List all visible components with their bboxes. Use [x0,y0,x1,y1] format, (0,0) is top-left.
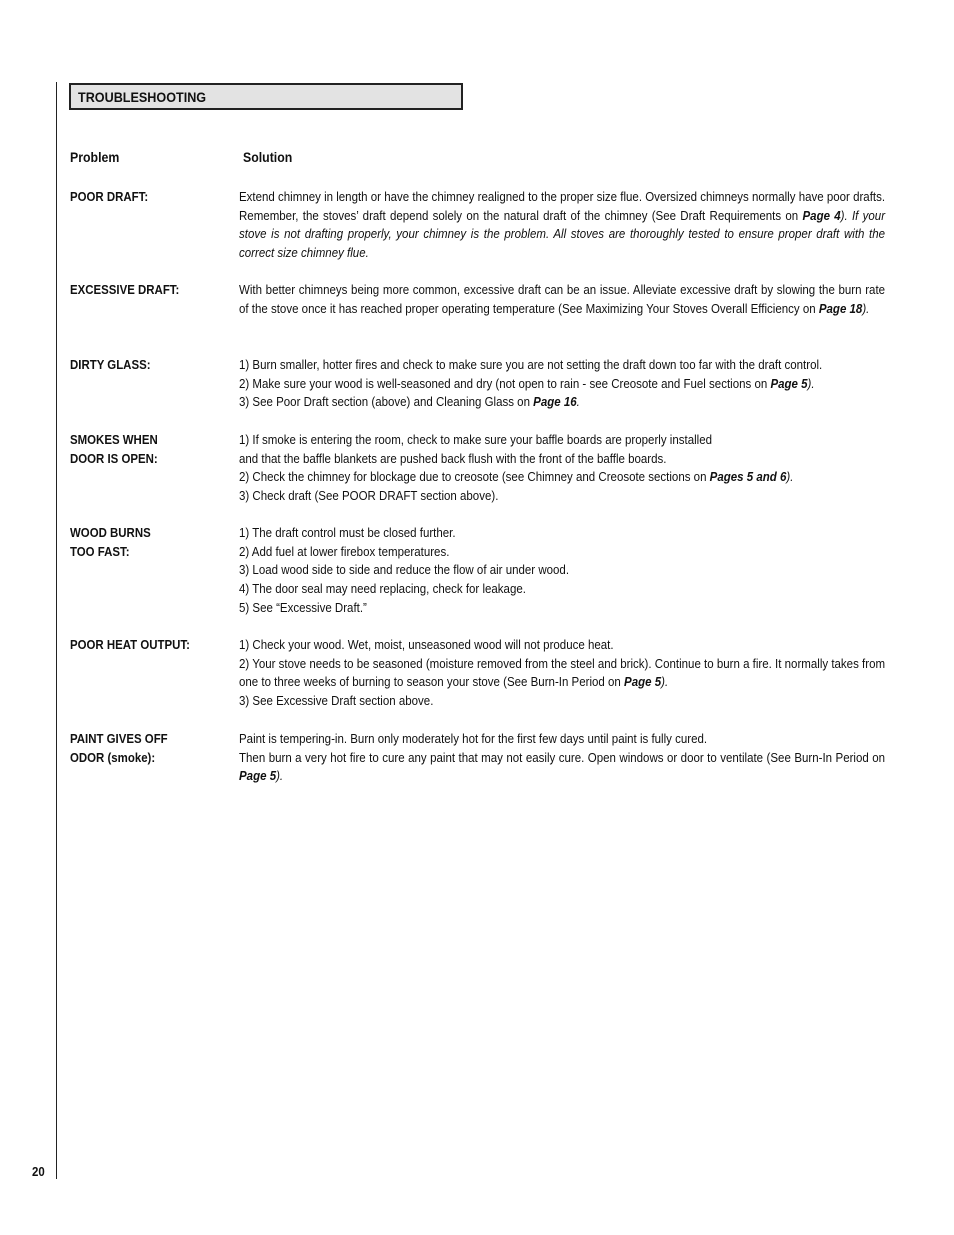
solution-text-run: 4) The door seal may need replacing, check for leakage. [239,581,526,597]
solution-text-run: Then burn a very hot fire to cure any paint that may not easily cure. Open windows or door to ventilate (See Burn-In Period on [239,749,886,765]
solution-paragraph [239,580,885,599]
solution-text-run: 2) Your stove needs to be seasoned (moisture removed from the steel and brick). Continue to burn a fire. It normally takes from one to three weeks of burning to season your stove (See Burn-In Period on [239,655,886,690]
problem-label-line: POOR DRAFT: [70,189,149,204]
solution-text-run: ). [661,674,669,690]
solution-paragraph [239,487,885,506]
solution-paragraph [239,431,885,450]
solution-text-run: 2) Check the chimney for blockage due to creosote (see Chimney and Creosote sections on [239,469,710,485]
page-reference: Pages 5 and 6 [709,469,787,485]
solution-paragraph [239,450,885,469]
problem-label-line: POOR HEAT OUTPUT: [70,637,190,652]
solution-paragraph [239,561,885,580]
solution-text-run: 2) Add fuel at lower firebox temperatures. [239,543,450,559]
solution-text [239,524,885,618]
problem-label-line: SMOKES WHEN [70,432,158,447]
page-number: 20 [32,1164,45,1179]
solution-paragraph [239,636,885,655]
solution-text [239,636,885,711]
column-header-solution: Solution [243,149,293,165]
left-margin-rule [56,82,57,1179]
solution-paragraph [239,356,885,375]
solution-text-run: 1) Burn smaller, hotter fires and check to make sure you are not setting the draft down too far with the draft control. [239,357,823,372]
solution-text-run: With better chimneys being more common, excessive draft can be an issue. Alleviate excessive draft by slowing the burn rate of the stove once it has reached proper operating temperature (See Maximizing Your Stoves Overall Efficiency on [239,282,886,316]
solution-text [239,730,885,786]
problem-label [70,356,211,375]
solution-paragraph [239,599,885,618]
solution-text-run: 2) Make sure your wood is well-seasoned and dry (not open to rain - see Creosote and Fuel sections on [239,375,771,391]
solution-text-run: 5) See “Excessive Draft.” [239,599,367,615]
solution-paragraph [239,692,885,711]
problem-label-line: DIRTY GLASS: [70,357,151,372]
problem-label [70,730,211,767]
solution-paragraph [239,749,885,786]
solution-text-run: ). [786,469,794,485]
solution-text-run: . [576,394,580,410]
solution-paragraph [239,730,885,749]
problem-label [70,281,211,300]
solution-text-run: Extend chimney in length or have the chimney realigned to the proper size flue. Oversized chimneys normally have poor drafts. Remember, the stoves’ draft depend solely on the natural draft of the chimney (See Draft Requirements on [239,189,886,223]
problem-label-line: PAINT GIVES OFF [70,731,168,746]
solution-text-run: Paint is tempering-in. Burn only moderately hot for the first few days until paint is fully cured. [239,731,708,746]
solution-paragraph [239,188,885,263]
solution-text [239,356,885,412]
solution-text-run: 1) Check your wood. Wet, moist, unseasoned wood will not produce heat. [239,637,614,652]
problem-label-line: EXCESSIVE DRAFT: [70,282,180,297]
solution-text-run: 3) Check draft (See POOR DRAFT section above). [239,488,499,504]
solution-paragraph [239,393,885,412]
solution-paragraph [239,524,885,543]
solution-paragraph [239,468,885,487]
page-reference: Page 16 [533,394,577,410]
solution-text-run: 3) Load wood side to side and reduce the flow of air under wood. [239,562,570,578]
solution-text-run: and that the baffle blankets are pushed back flush with the front of the baffle boards. [239,450,667,466]
problem-label [70,188,211,207]
problem-label-line: TOO FAST: [70,543,130,559]
problem-label-line: WOOD BURNS [70,525,151,540]
solution-text-run: 3) See Poor Draft section (above) and Cleaning Glass on [239,394,534,410]
solution-text-run: 3) See Excessive Draft section above. [239,693,434,709]
page-reference: Page 5 [239,768,277,784]
problem-label [70,524,211,561]
solution-text-run: ). [862,300,870,316]
solution-text-run: ). [807,375,815,391]
solution-text-run: 1) The draft control must be closed further. [239,525,456,540]
solution-paragraph [239,281,885,318]
page-reference: Page 18 [818,300,863,316]
solution-paragraph [239,543,885,562]
column-header-problem: Problem [70,149,120,165]
section-title: TROUBLESHOOTING [78,89,207,105]
solution-text-run: ). If your stove is not drafting properly, your chimney is the problem. All stoves are thoroughly tested to ensure proper draft with the correct size chimney flue. [239,207,886,261]
problem-label-line: ODOR (smoke): [70,749,156,765]
solution-paragraph [239,655,885,692]
problem-label-line: DOOR IS OPEN: [70,450,158,466]
page-reference: Page 4 [802,207,841,223]
solution-text-run: ). [276,768,284,784]
page-reference: Page 5 [624,674,662,690]
solution-text-run: 1) If smoke is entering the room, check to make sure your baffle boards are properly installed [239,432,713,447]
solution-text [239,281,885,318]
problem-label [70,431,211,468]
solution-text [239,431,885,506]
solution-text [239,188,885,263]
solution-paragraph [239,375,885,394]
page-reference: Page 5 [770,375,808,391]
section-header-box [69,83,463,110]
problem-label [70,636,211,655]
